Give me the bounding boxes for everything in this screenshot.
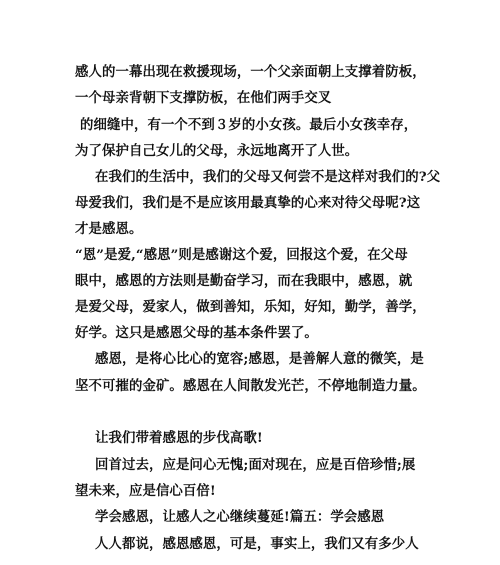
- text-line: 在我们的生活中，我们的父母又何尝不是这样对我们的?父: [95, 169, 441, 185]
- text-line: 让我们带着感恩的步伐高歌!: [95, 430, 263, 446]
- text-line: 母爱我们，我们是不是应该用最真挚的心来对待父母呢?这: [75, 195, 421, 211]
- text-line: 眼中，感恩的方法则是勤奋学习，而在我眼中，感恩，就: [75, 273, 413, 289]
- text-line: 学会感恩，让感人之心继续蔓延!篇五：学会感恩: [95, 509, 385, 525]
- text-line: 感恩，是将心比心的宽容;感恩，是善解人意的微笑，是: [95, 351, 424, 367]
- text-line: 望未来，应是信心百倍!: [75, 483, 216, 499]
- text-line: “恩”是爱,“感恩”则是感谢这个爱，回报这个爱，在父母: [75, 247, 408, 263]
- text-line: 回首过去，应是问心无愧;面对现在，应是百倍珍惜;展: [95, 457, 416, 473]
- text-line: 坚不可摧的金矿。感恩在人间散发光芒，不停地制造力量。: [75, 378, 426, 394]
- text-line: 一个母亲背朝下支撑防板，在他们两手交叉: [75, 90, 332, 106]
- text-line: 是爱父母，爱家人，做到善知，乐知，好知，勤学，善学，: [75, 299, 426, 315]
- text-line: 的细缝中，有一个不到３岁的小女孩。最后小女孩幸存，: [80, 117, 418, 133]
- text-line: 人人都说，感恩感恩，可是，事实上，我们又有多少人: [95, 536, 419, 552]
- text-line: 为了保护自己女儿的父母，永远地离开了人世。: [75, 143, 359, 159]
- text-line: 好学。这只是感恩父母的基本条件罢了。: [75, 325, 318, 341]
- text-line: 才是感恩。: [75, 221, 143, 237]
- text-line: 感人的一幕出现在救援现场，一个父亲面朝上支撑着防板，: [75, 64, 426, 80]
